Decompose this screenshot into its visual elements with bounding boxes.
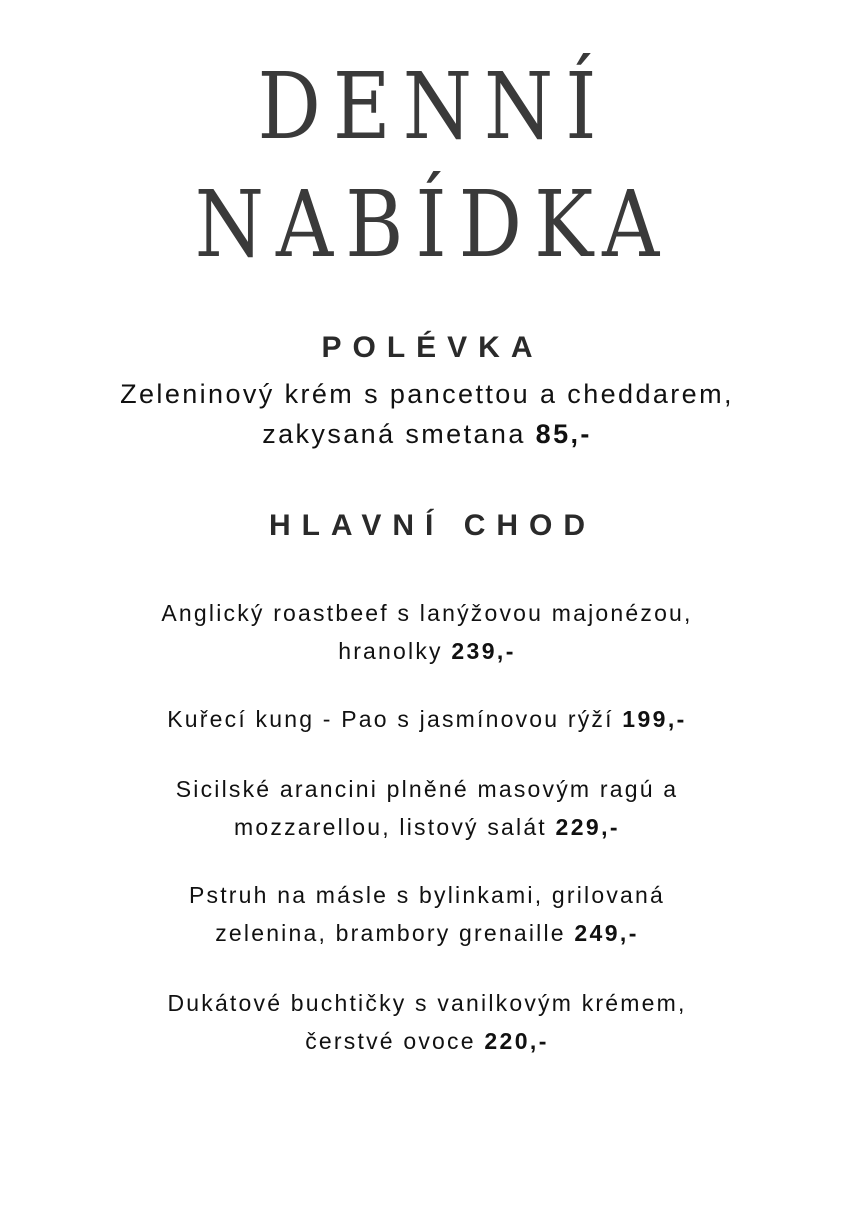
dish-description-text: zelenina, brambory grenaille: [215, 920, 566, 946]
dish-description-line-2: [0, 632, 854, 670]
dish-item: [0, 594, 854, 670]
dish-description-text: hranolky: [338, 638, 443, 664]
menu-title-line-1: DENNÍ: [257, 53, 609, 160]
dish-item: [0, 876, 854, 952]
dish-item: [0, 984, 854, 1060]
soup-description-text: zakysaná smetana: [262, 419, 526, 449]
dish-description-line-1: [0, 700, 854, 738]
main-course-heading: HLAVNÍ CHOD: [268, 509, 597, 542]
dish-description-text: Kuřecí kung - Pao s jasmínovou rýží: [167, 706, 614, 732]
dish-price: 239,-: [451, 638, 516, 664]
dish-description-line-2: [0, 808, 854, 846]
dish-price: 229,-: [555, 814, 620, 840]
dish-description-line-1: Dukátové buchtičky s vanilkovým krémem,: [167, 990, 687, 1016]
dish-price: 199,-: [622, 706, 687, 732]
menu-title-line-2: NABÍDKA: [194, 171, 672, 278]
soup-price: 85,-: [535, 419, 592, 449]
dish-description-line-1: Anglický roastbeef s lanýžovou majonézou,: [161, 600, 693, 626]
dish-price: 249,-: [574, 920, 639, 946]
dish-description-line-2: [0, 914, 854, 952]
soup-description-line-1: Zeleninový krém s pancettou a cheddarem,: [120, 379, 734, 409]
dish-description-text: čerstvé ovoce: [305, 1028, 476, 1054]
dish-description-line-1: Sicilské arancini plněné masovým ragú a: [175, 776, 679, 802]
soup-description-line-2: [0, 416, 854, 452]
dish-description-line-1: Pstruh na másle s bylinkami, grilovaná: [188, 882, 666, 908]
soup-heading: POLÉVKA: [321, 331, 544, 364]
dish-description-text: mozzarellou, listový salát: [234, 814, 547, 840]
dish-item: [0, 770, 854, 846]
dish-price: 220,-: [484, 1028, 549, 1054]
dish-item: [0, 700, 854, 738]
dish-description-line-2: [0, 1022, 854, 1060]
